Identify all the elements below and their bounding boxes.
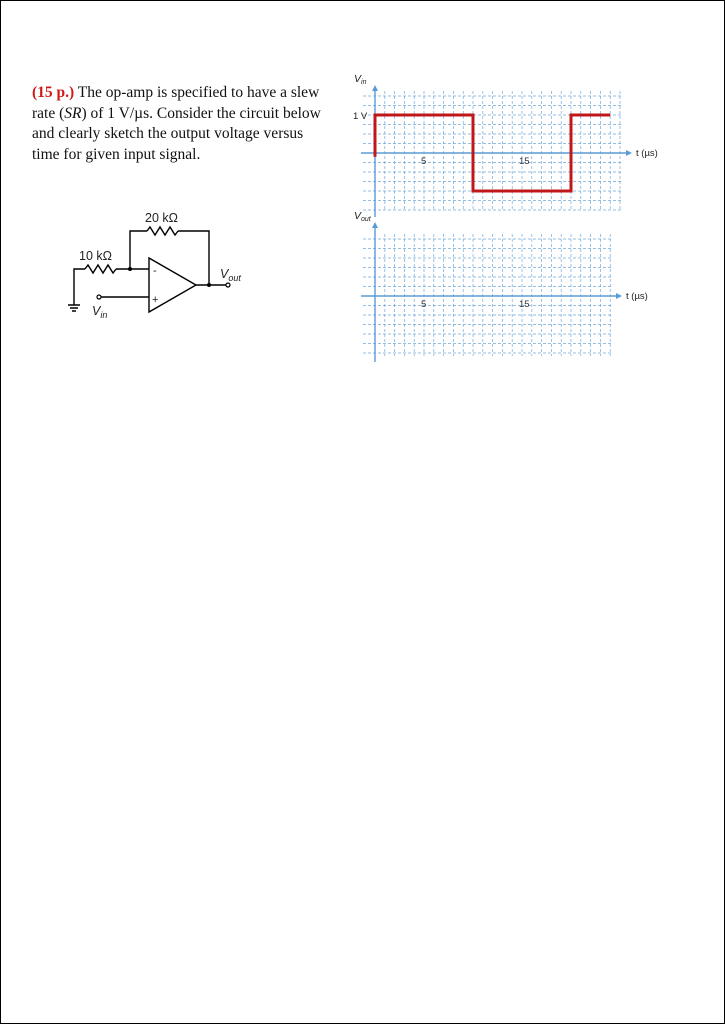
input-terminal bbox=[97, 295, 101, 299]
x-tick-label: 15 bbox=[519, 156, 530, 167]
y-axis-label: Vin bbox=[354, 73, 367, 86]
x-tick-label: 5 bbox=[421, 299, 427, 310]
y-axis-arrow bbox=[372, 222, 378, 228]
op-amp-symbol bbox=[149, 258, 196, 312]
problem-statement bbox=[32, 83, 332, 165]
y-tick-label: 1 V bbox=[353, 111, 368, 122]
x-tick-label: 15 bbox=[519, 299, 530, 310]
ground-wire bbox=[74, 269, 85, 305]
x-axis-label: t (µs) bbox=[636, 148, 658, 159]
input-resistor-symbol bbox=[85, 265, 116, 273]
junction-dot bbox=[128, 267, 132, 271]
y-axis-arrow bbox=[372, 85, 378, 91]
vin-label: $V_{in}$ bbox=[92, 304, 108, 320]
vout-label: $V_{out}$ bbox=[220, 267, 241, 283]
x-axis-arrow bbox=[616, 293, 622, 299]
problem-text-part1: The op-amp is specified to have a slew rate ( bbox=[32, 84, 320, 122]
noninverting-sign: + bbox=[152, 294, 159, 306]
x-axis-label: t (µs) bbox=[626, 291, 648, 302]
x-axis-arrow bbox=[626, 150, 632, 156]
ground-symbol bbox=[68, 305, 80, 311]
output-junction-dot bbox=[207, 283, 211, 287]
input-resistor-label: 10 kΩ bbox=[79, 249, 112, 263]
slew-rate-abbr: SR bbox=[64, 104, 82, 122]
output-terminal bbox=[226, 283, 230, 287]
feedback-resistor-symbol bbox=[147, 227, 178, 235]
vout-chart bbox=[351, 210, 648, 366]
problem-text-part2: ) of 1 V/µs. Consider the circuit below and clearly sketch the output voltage versus time for given input signal. bbox=[32, 104, 321, 163]
problem-points: (15 p.) bbox=[32, 84, 75, 101]
vin-chart bbox=[351, 71, 658, 221]
feedback-wire-out bbox=[178, 231, 209, 285]
feedback-wire bbox=[130, 231, 147, 269]
feedback-resistor-label: 20 kΩ bbox=[145, 211, 178, 225]
y-axis-label: Vout bbox=[354, 210, 371, 223]
inverting-sign: - bbox=[153, 265, 157, 277]
x-tick-label: 5 bbox=[421, 156, 427, 167]
